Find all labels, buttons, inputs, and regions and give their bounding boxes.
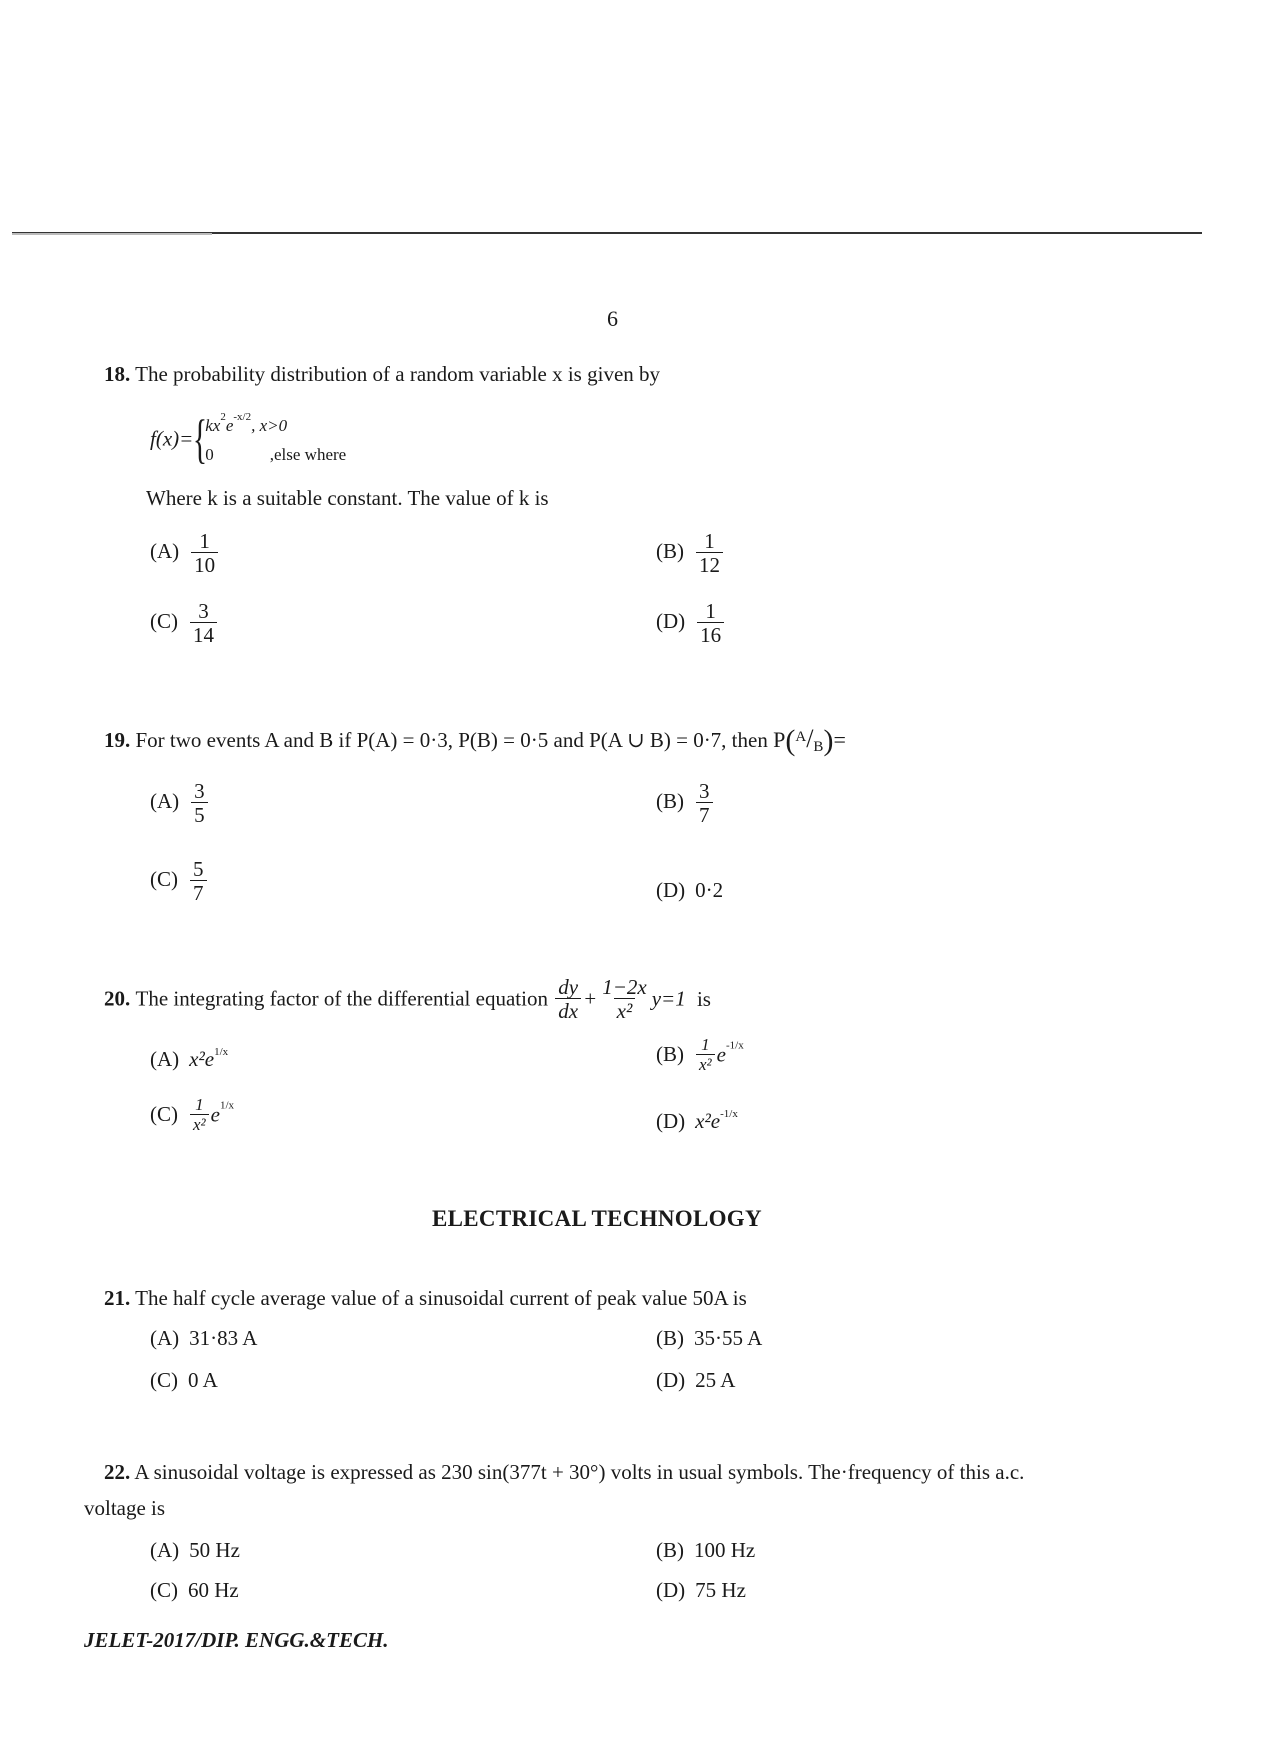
- section-title: ELECTRICAL TECHNOLOGY: [432, 1206, 762, 1231]
- option-20-b[interactable]: (B) $\frac{1}{\text{x²}}$ $e^{-1/x}$: [656, 1035, 744, 1074]
- question-suffix: is: [696, 986, 711, 1011]
- option-18-d[interactable]: (D) $\frac{1}{16}$: [656, 600, 726, 646]
- page-number: 6: [607, 306, 618, 331]
- fraction: $\frac{1}{16}$: [697, 600, 724, 646]
- question-number: 21.: [104, 1286, 131, 1310]
- option-20-c[interactable]: (C) $\frac{1}{\text{x²}}$ $e^{1/x}$: [150, 1095, 235, 1134]
- option-21-d[interactable]: (D) 25 A: [656, 1368, 736, 1392]
- option-21-c[interactable]: (C) 0 A: [150, 1368, 218, 1392]
- option-21-a[interactable]: (A) 31·83 A: [150, 1326, 258, 1350]
- question-text: The probability distribution of a random variable x is given by: [135, 362, 661, 386]
- option-18-a[interactable]: (A) $\frac{1}{10}$: [150, 530, 220, 576]
- question-text: A sinusoidal voltage is expressed as 230 sin(377t + 30°) volts in usual symbols. The·frequency of this a.c.: [134, 1460, 1025, 1484]
- differential-equation: $\frac{dy}{dx}$ + $\frac{1-2x}{\text{x²}}$ y=1: [553, 985, 691, 1009]
- question-18-follow: Where k is a suitable constant. The value of k is: [146, 486, 549, 510]
- question-20: [104, 976, 711, 1022]
- question-22: [104, 1460, 1024, 1485]
- question-number: 18.: [104, 362, 131, 386]
- option-20-d[interactable]: (D) $x^2e^{-1/x}$: [656, 1108, 738, 1133]
- conditional-probability: P($^A$/B)=: [773, 724, 846, 757]
- question-22-continued: voltage is: [84, 1496, 166, 1520]
- fraction: $\frac{3}{5}$: [191, 780, 208, 826]
- option-18-c[interactable]: (C) $\frac{3}{14}$: [150, 600, 219, 646]
- option-19-a[interactable]: (A) $\frac{3}{5}$: [150, 780, 210, 826]
- option-20-a[interactable]: (A) $x^2e^{1/x}$: [150, 1046, 229, 1071]
- question-number: 20.: [104, 986, 131, 1011]
- fraction: $\frac{1}{10}$: [191, 530, 218, 576]
- case-1: $kx^2e^{-x/2}$, x>0: [205, 411, 288, 435]
- fraction: $\frac{3}{7}$: [696, 780, 713, 826]
- function-lhs: f(x)=: [150, 426, 194, 451]
- piecewise-function: [150, 408, 346, 472]
- question-number: 19.: [104, 728, 131, 752]
- option-22-d[interactable]: (D) 75 Hz: [656, 1578, 746, 1602]
- option-19-c[interactable]: (C) $\frac{5}{7}$: [150, 858, 209, 904]
- option-22-a[interactable]: (A) 50 Hz: [150, 1538, 240, 1562]
- question-18: [104, 362, 660, 387]
- option-21-b[interactable]: (B) 35·55 A: [656, 1326, 763, 1350]
- question-19: [104, 724, 846, 758]
- question-text: For two events A and B if P(A) = 0·3, P(B) = 0·5 and P(A ∪ B) = 0·7, then: [135, 728, 768, 752]
- question-text: The half cycle average value of a sinusoidal current of peak value 50A is: [135, 1286, 747, 1310]
- fraction: $\frac{5}{7}$: [190, 858, 207, 904]
- question-21: [104, 1286, 747, 1311]
- left-brace: {: [193, 408, 208, 469]
- option-22-c[interactable]: (C) 60 Hz: [150, 1578, 239, 1602]
- header-rule-fade: [12, 233, 212, 235]
- footer-code: JELET-2017/DIP. ENGG.&TECH.: [84, 1628, 389, 1652]
- question-number: 22.: [104, 1460, 131, 1484]
- case-2: 0 ,else where: [205, 444, 347, 464]
- fraction: $\frac{3}{14}$: [190, 600, 217, 646]
- question-text: The integrating factor of the differential equation: [135, 986, 548, 1011]
- option-19-b[interactable]: (B) $\frac{3}{7}$: [656, 780, 715, 826]
- function-cases: [205, 408, 346, 470]
- option-19-d[interactable]: (D) 0·2: [656, 878, 724, 902]
- fraction: $\frac{1}{12}$: [696, 530, 723, 576]
- option-22-b[interactable]: (B) 100 Hz: [656, 1538, 756, 1562]
- option-18-b[interactable]: (B) $\frac{1}{12}$: [656, 530, 725, 576]
